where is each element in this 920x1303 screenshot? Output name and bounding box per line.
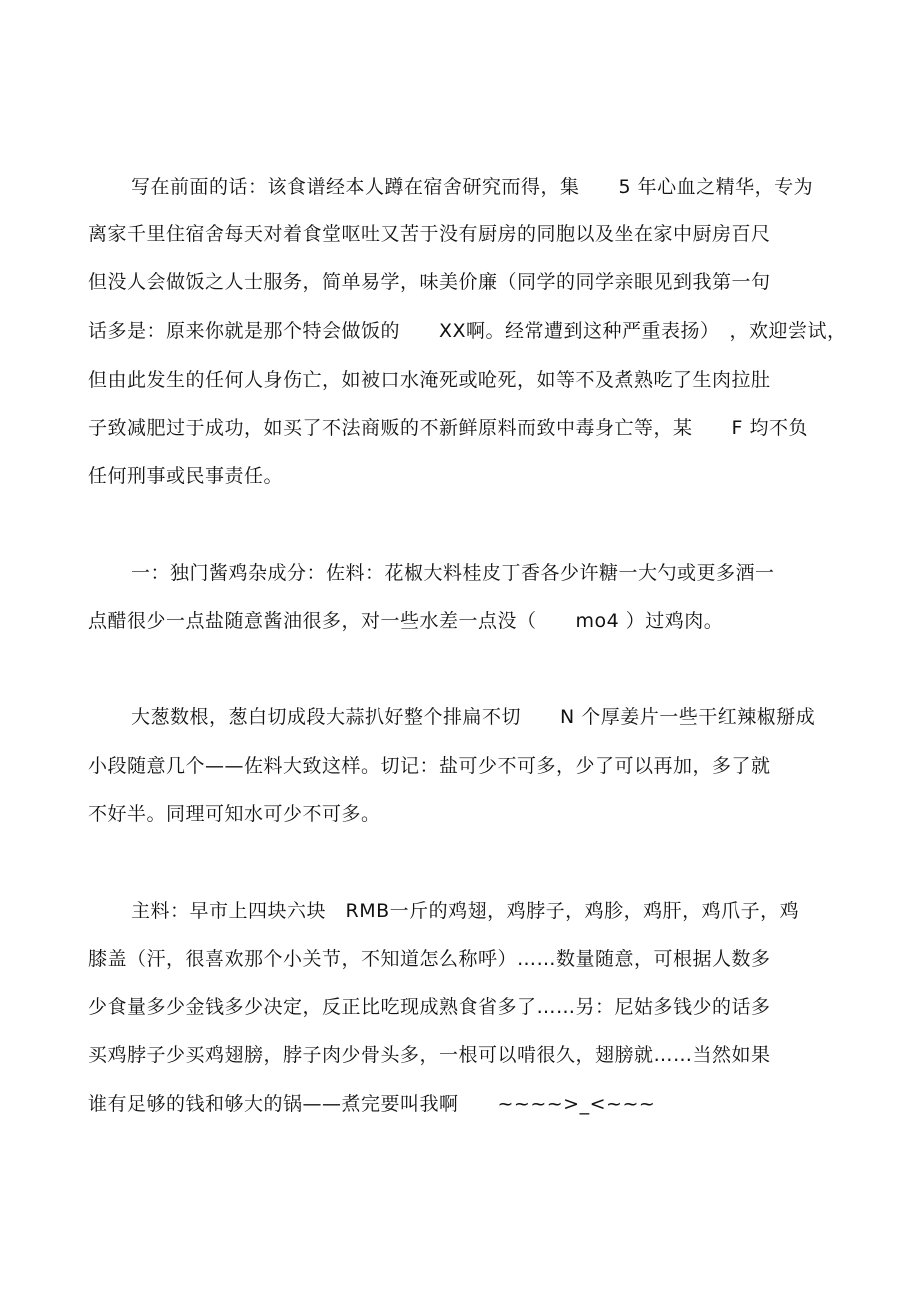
paragraph-2-line-1: 一：独门酱鸡杂成分：佐料：花椒大料桂皮丁香各少许糖一大勺或更多酒一	[131, 562, 775, 584]
paragraph-4-line-5: 谁有足够的钱和够大的锅——煮完要叫我啊 ~~~~>_<~~~	[88, 1093, 656, 1115]
paragraph-4-line-4: 买鸡脖子少买鸡翅膀，脖子肉少骨头多，一根可以啃很久，翅膀就……当然如果	[88, 1044, 771, 1066]
paragraph-1-line-5: 但由此发生的任何人身伤亡，如被口水淹死或呛死，如等不及煮熟吃了生肉拉肚	[88, 369, 771, 391]
paragraph-1-line-2: 离家千里住宿舍每天对着食堂呕吐又苦于没有厨房的同胞以及坐在家中厨房百尺	[88, 223, 771, 245]
paragraph-1-line-6: 子致减肥过于成功，如买了不法商贩的不新鲜原料而致中毒身亡等，某 F 均不负	[88, 417, 808, 439]
paragraph-1-line-7: 任何刑事或民事责任。	[88, 465, 284, 487]
paragraph-2-line-2: 点醋很少一点盐随意酱油很多，对一些水差一点没（ mo4 ）过鸡肉。	[88, 610, 724, 632]
paragraph-4-line-1: 主料：早市上四块六块 RMB一斤的鸡翅，鸡脖子，鸡胗，鸡肝，鸡爪子，鸡	[131, 900, 800, 922]
paragraph-1-line-1: 写在前面的话：该食谱经本人蹲在宿舍研究而得，集 5 年心血之精华，专为	[131, 176, 814, 198]
paragraph-4-line-3: 少食量多少金钱多少决定，反正比吃现成熟食省多了……另：尼姑多钱少的话多	[88, 996, 771, 1018]
paragraph-4-line-2: 膝盖（汗，很喜欢那个小关节，不知道怎么称呼）……数量随意，可根据人数多	[88, 948, 771, 970]
paragraph-3-line-1: 大葱数根，葱白切成段大蒜扒好整个排扁不切 N 个厚姜片一些干红辣椒掰成	[131, 706, 816, 728]
paragraph-1-line-4: 话多是：原来你就是那个特会做饭的 XX啊。经常遭到这种严重表扬） ，欢迎尝试，	[88, 320, 847, 342]
paragraph-1-line-3: 但没人会做饭之人士服务，简单易学，味美价廉（同学的同学亲眼见到我第一句	[88, 271, 771, 293]
paragraph-3-line-3: 不好半。同理可知水可少不可多。	[88, 803, 381, 825]
paragraph-3-line-2: 小段随意几个——佐料大致这样。切记：盐可少不可多，少了可以再加，多了就	[88, 755, 771, 777]
